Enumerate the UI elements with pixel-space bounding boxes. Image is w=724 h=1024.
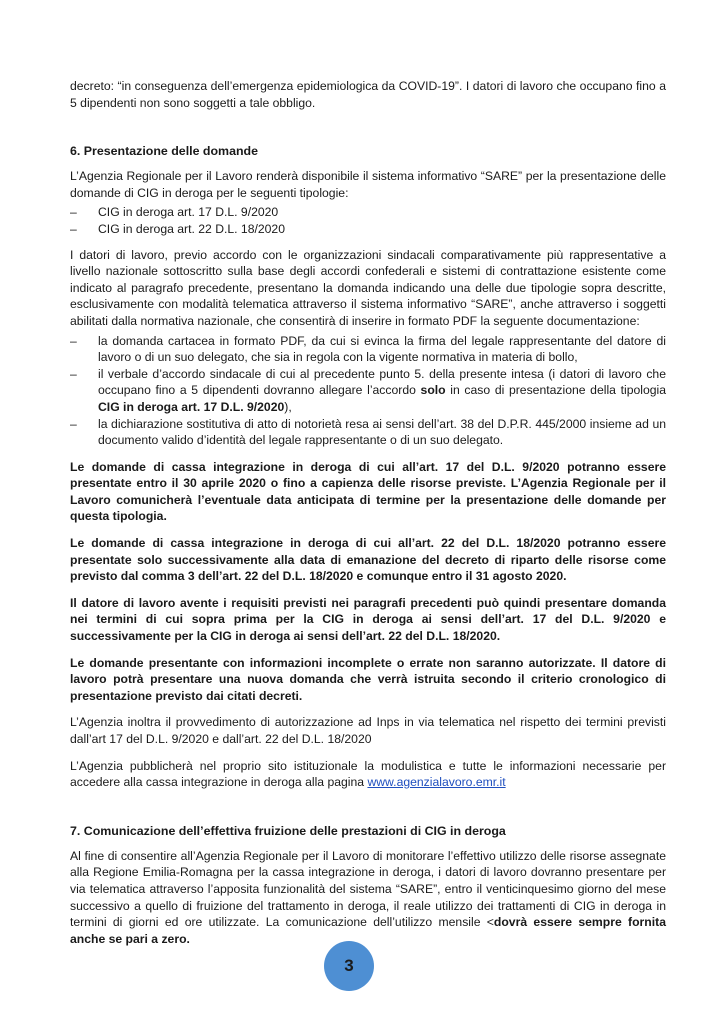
list-item: – CIG in deroga art. 17 D.L. 9/2020 <box>70 204 666 221</box>
section-7-paragraph <box>70 848 666 948</box>
section-spacer <box>70 121 666 143</box>
section-6-heading: 6. Presentazione delle domande <box>70 144 258 159</box>
list-item-text: ), <box>284 399 292 414</box>
intro-paragraph: decreto: “in conseguenza dell’emergenza epidemiologica da COVID-19”. I datori di lavoro che occupano fino a 5 dipendenti non sono soggetti a tale obbligo. <box>70 79 666 110</box>
list-item: – la dichiarazione sostitutiva di atto di notorietà resa ai sensi dell’art. 38 del D.P.R. 445/2000 insieme ad un documento valido d’identità del legale rappresentante o di un suo delegato. <box>70 416 666 449</box>
list-item: – CIG in deroga art. 22 D.L. 18/2020 <box>70 221 666 238</box>
cig-types-list <box>70 204 666 237</box>
publication-text: L’Agenzia pubblicherà nel proprio sito istituzionale la modulistica e tutte le informazioni necessarie per accedere alla cassa integrazione in deroga alla pagina <box>70 758 666 790</box>
list-item-text: in caso di presentazione della tipologia <box>445 383 666 398</box>
incomplete-requests-paragraph: Le domande presentante con informazioni incomplete o errate non saranno autorizzate. Il datore di lavoro potrà presentare una nuova domanda che verrà istruita secondo il criterio cronologico di presentazione previsto dai citati decreti. <box>70 655 666 703</box>
inps-paragraph: L’Agenzia inoltra il provvedimento di autorizzazione ad Inps in via telematica nel rispetto dei termini previsti dall’art 17 del D.L. 9/2020 e dall’art. 22 del D.L. 18/2020 <box>70 715 666 746</box>
agenzia-lavoro-link[interactable]: www.agenzialavoro.emr.it <box>367 775 506 790</box>
list-item-text: il verbale d’accordo sindacale di cui al precedente punto 5. della presente intesa (i datori di lavoro che occupano fino a 5 dipendenti dovranno allegare l’accordo <box>98 366 666 398</box>
page-number-badge <box>324 941 374 991</box>
documents-list <box>70 333 666 449</box>
section-7-bold: dovrà essere sempre fornita anche se pari a zero. <box>70 915 666 946</box>
page-number: 3 <box>344 956 354 975</box>
section-7-text: Al fine di consentire all’Agenzia Regionale per il Lavoro di monitorare l’effettivo utilizzo delle risorse assegnate alla Regione Emilia-Romagna per la cassa integrazione in deroga, i datori di lavoro dovranno presentare per via telematica attraverso l’apposita funzionalità del sistema “SARE”, entro il venticinquesimo giorno del mese successivo a quello di fruizione del trattamento in deroga, il reale utilizzo dei trattamenti di CIG in deroga in termini di giorni ed ore utilizzate. La comunicazione dell’utilizzo mensile < <box>70 848 666 930</box>
list-item-bold: solo <box>420 383 446 398</box>
deadline-art17-paragraph: Le domande di cassa integrazione in deroga di cui all’art. 17 del D.L. 9/2020 potranno essere presentate entro il 30 aprile 2020 o fino a capienza delle risorse previste. L’Agenzia Regionale per il Lavoro comunicherà l’eventuale data anticipata di termine per la presentazione delle domande per questa tipologia. <box>70 459 666 524</box>
deadline-art22-paragraph: Le domande di cassa integrazione in deroga di cui all’art. 22 del D.L. 18/2020 potranno essere presentate solo successivamente alla data di emanazione del decreto di riparto delle risorse come previsto dal comma 3 dell’art. 22 del D.L. 18/2020 e comunque entro il 31 agosto 2020. <box>70 536 666 584</box>
list-item <box>70 366 666 416</box>
list-item-bold: CIG in deroga art. 17 D.L. 9/2020 <box>98 399 285 414</box>
section-7-heading: 7. Comunicazione dell’effettiva fruizione delle prestazioni di CIG in deroga <box>70 823 506 838</box>
section-6-intro: L’Agenzia Regionale per il Lavoro renderà disponibile il sistema informativo “SARE” per la presentazione delle domande di CIG in deroga per le seguenti tipologie: <box>70 169 666 200</box>
sequence-paragraph: Il datore di lavoro avente i requisiti previsti nei paragrafi precedenti può quindi presentare domanda nei termini di cui sopra prima per la CIG in deroga ai sensi dell’art. 17 del D.L. 9/2020 e successivamente per la CIG in deroga ai sensi dell’art. 22 del D.L. 18/2020. <box>70 595 666 644</box>
publication-paragraph <box>70 758 666 791</box>
section-spacer <box>70 801 666 823</box>
list-item: – la domanda cartacea in formato PDF, da cui si evinca la firma del legale rappresentante del datore di lavoro o di un suo delegato, che sia in regola con la vigente normativa in materia di bollo, <box>70 333 666 366</box>
page-content <box>70 78 666 957</box>
section-6-paragraph-2: I datori di lavoro, previo accordo con le organizzazioni sindacali comparativamente più rappresentative a livello nazionale sottoscritto sulla base degli accordi confederali e sistemi di contrattazione esistente come indicato al paragrafo precedente, presentano la domanda indicando una delle due tipologie sopra descritte, esclusivamente con modalità telematica attraverso il sistema informativo “SARE”, anche attraverso i soggetti abilitati dalla normativa nazionale, che consentirà di inserire in formato PDF la seguente documentazione: <box>70 247 666 328</box>
